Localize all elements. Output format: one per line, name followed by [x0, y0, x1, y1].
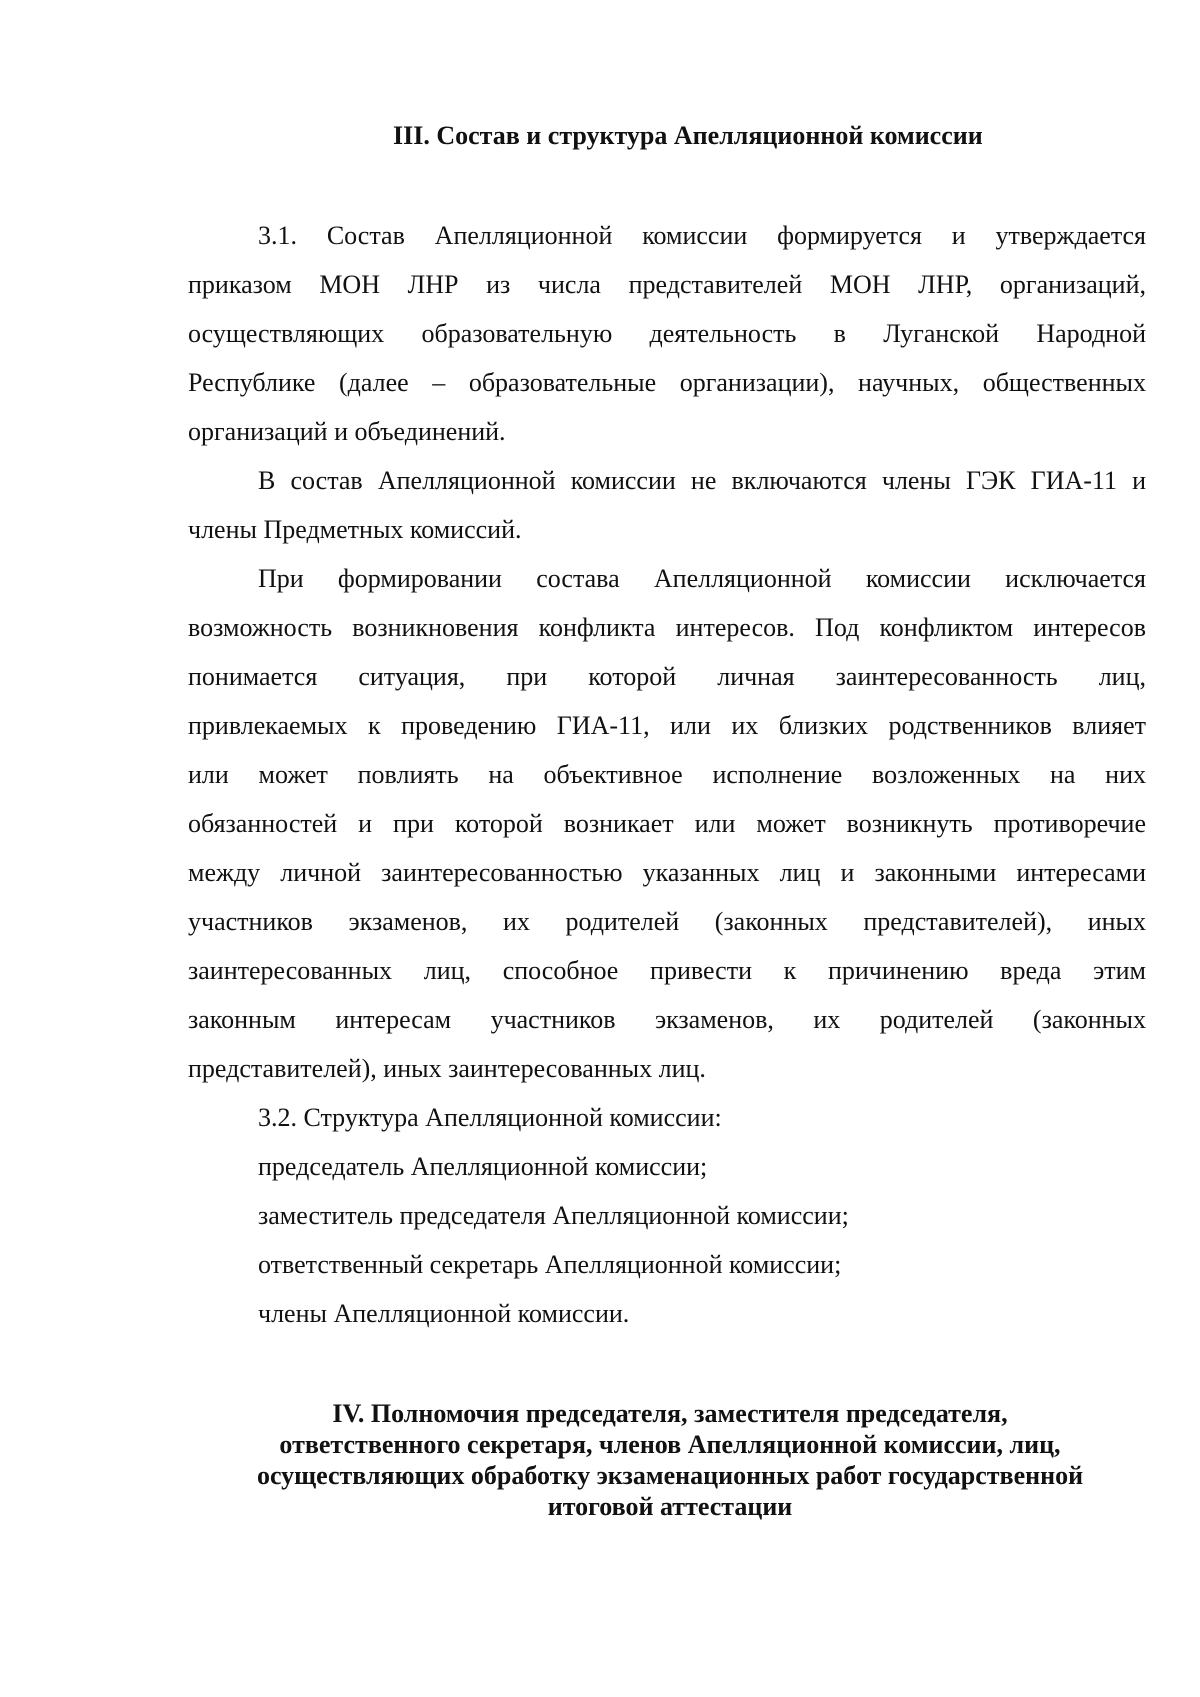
- text-line: 3.2. Структура Апелляционной комиссии:: [258, 1103, 722, 1132]
- list-item: заместитель председателя Апелляционной комиссии;: [258, 1201, 849, 1230]
- text-line: Республике (далее – образовательные организации), научных, общественных: [188, 368, 1146, 397]
- section-3-title: III. Состав и структура Апелляционной комиссии: [393, 121, 983, 150]
- section-4-title-line: итоговой аттестации: [547, 1492, 793, 1521]
- text-line: привлекаемых к проведению ГИА-11, или их близких родственников влияет: [188, 711, 1146, 740]
- list-item: члены Апелляционной комиссии.: [258, 1299, 630, 1328]
- text-line: приказом МОН ЛНР из числа представителей МОН ЛНР, организаций,: [188, 270, 1146, 299]
- section-4-title-line: IV. Полномочия председателя, заместителя председателя,: [332, 1399, 1008, 1428]
- paragraph-conflict-of-interest: [188, 554, 1146, 1093]
- text-line: осуществляющих образовательную деятельность в Луганской Народной: [188, 319, 1146, 348]
- paragraph-3-2: [188, 1093, 1146, 1142]
- text-line: представителей), иных заинтересованных лиц.: [188, 1054, 706, 1083]
- text-line: При формировании состава Апелляционной комиссии исключается: [258, 564, 1146, 593]
- text-line: заинтересованных лиц, способное привести к причинению вреда этим: [188, 956, 1146, 985]
- text-line: обязанностей и при которой возникает или может возникнуть противоречие: [188, 809, 1146, 838]
- section-4-title-line: осуществляющих обработку экзаменационных работ государственной: [256, 1461, 1084, 1490]
- text-line: члены Предметных комиссий.: [188, 515, 522, 544]
- text-line: законным интересам участников экзаменов, их родителей (законных: [188, 1005, 1146, 1034]
- paragraph-3-1: [188, 211, 1146, 456]
- section-4-title-line: ответственного секретаря, членов Апелляционной комиссии, лиц,: [279, 1430, 1061, 1459]
- list-item: ответственный секретарь Апелляционной комиссии;: [258, 1250, 842, 1279]
- text-line: между личной заинтересованностью указанных лиц и законными интересами: [188, 858, 1146, 887]
- text-line: организаций и объединений.: [188, 417, 506, 446]
- list-item: председатель Апелляционной комиссии;: [258, 1152, 708, 1181]
- section-3-body: [188, 211, 1146, 1338]
- section-4-title: [0, 1398, 1200, 1522]
- paragraph-composition-exclusion: [188, 456, 1146, 554]
- text-line: или может повлиять на объективное исполнение возложенных на них: [188, 760, 1146, 789]
- text-line: понимается ситуация, при которой личная заинтересованность лиц,: [188, 662, 1146, 691]
- text-line: участников экзаменов, их родителей (законных представителей), иных: [188, 907, 1146, 936]
- structure-list: [188, 1142, 1146, 1338]
- text-line: возможность возникновения конфликта интересов. Под конфликтом интересов: [188, 613, 1146, 642]
- text-line: 3.1. Состав Апелляционной комиссии формируется и утверждается: [258, 221, 1146, 250]
- text-line: В состав Апелляционной комиссии не включаются члены ГЭК ГИА-11 и: [258, 466, 1146, 495]
